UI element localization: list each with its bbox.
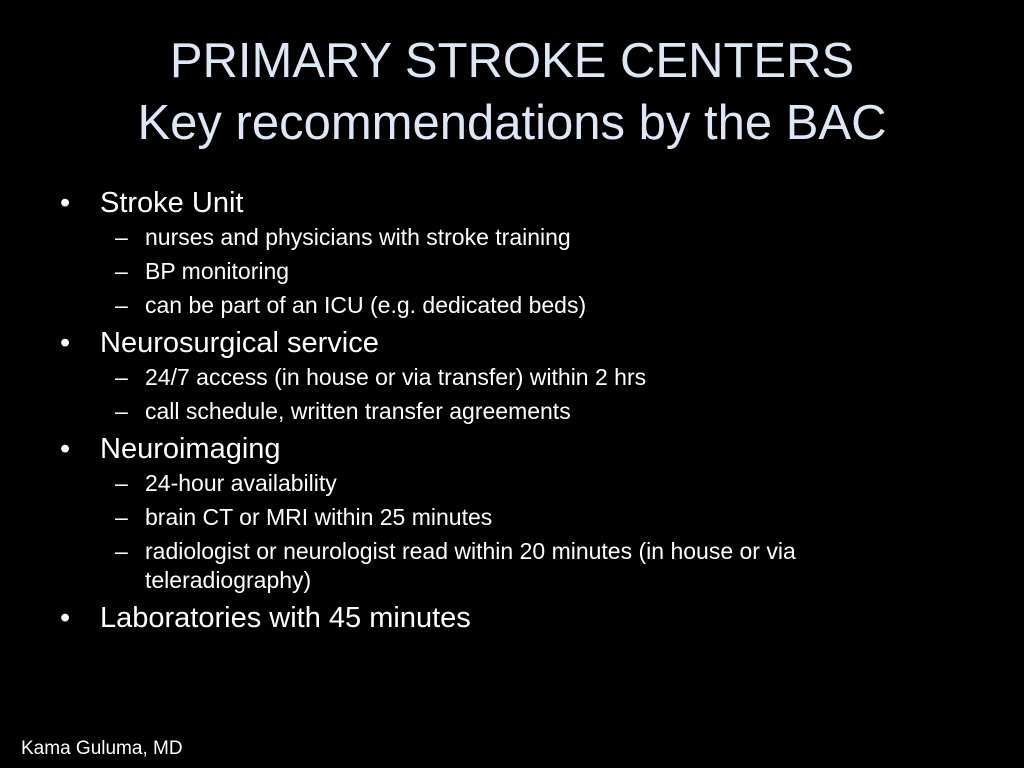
slide-title: [0, 30, 1024, 154]
sub-bullet-list: [60, 223, 980, 320]
sub-bullet-item: [60, 537, 980, 595]
sub-bullet-list: [60, 469, 980, 595]
sub-bullet-text: can be part of an ICU (e.g. dedicated beds): [145, 292, 587, 318]
bullet-text: Neurosurgical service: [100, 327, 379, 359]
sub-bullet-list: [60, 363, 980, 426]
dash-marker: –: [115, 292, 128, 318]
sub-bullet-text: radiologist or neurologist read within 20 minutes (in house or via teleradiography): [145, 538, 796, 593]
bullet-list: [60, 185, 980, 636]
dash-marker: –: [115, 398, 128, 424]
bullet-item: [60, 325, 980, 361]
sub-bullet-item: [60, 363, 980, 392]
sub-bullet-text: 24/7 access (in house or via transfer) within 2 hrs: [145, 364, 647, 390]
dash-marker: –: [115, 538, 128, 564]
sub-bullet-text: BP monitoring: [145, 258, 290, 284]
bullet-marker: •: [60, 602, 71, 634]
sub-bullet-item: [60, 223, 980, 252]
footer-author: Kama Guluma, MD: [21, 738, 183, 759]
bullet-item: [60, 600, 980, 636]
sub-bullet-item: [60, 503, 980, 532]
sub-bullet-item: [60, 469, 980, 498]
dash-marker: –: [115, 364, 128, 390]
slide-title-line-2: Key recommendations by the BAC: [137, 96, 887, 150]
bullet-text: Stroke Unit: [100, 187, 244, 219]
bullet-marker: •: [60, 187, 71, 219]
bullet-item: [60, 431, 980, 467]
sub-bullet-item: [60, 291, 980, 320]
bullet-text: Neuroimaging: [100, 433, 281, 465]
dash-marker: –: [115, 224, 128, 250]
slide-title-line-1: PRIMARY STROKE CENTERS: [169, 34, 855, 88]
sub-bullet-text: 24-hour availability: [145, 470, 337, 496]
dash-marker: –: [115, 258, 128, 284]
bullet-marker: •: [60, 433, 71, 465]
bullet-item: [60, 185, 980, 221]
sub-bullet-text: call schedule, written transfer agreements: [145, 398, 571, 424]
sub-bullet-item: [60, 397, 980, 426]
bullet-marker: •: [60, 327, 71, 359]
sub-bullet-item: [60, 257, 980, 286]
dash-marker: –: [115, 504, 128, 530]
sub-bullet-text: nurses and physicians with stroke training: [145, 224, 571, 250]
sub-bullet-text: brain CT or MRI within 25 minutes: [145, 504, 493, 530]
dash-marker: –: [115, 470, 128, 496]
bullet-text: Laboratories with 45 minutes: [100, 602, 471, 634]
